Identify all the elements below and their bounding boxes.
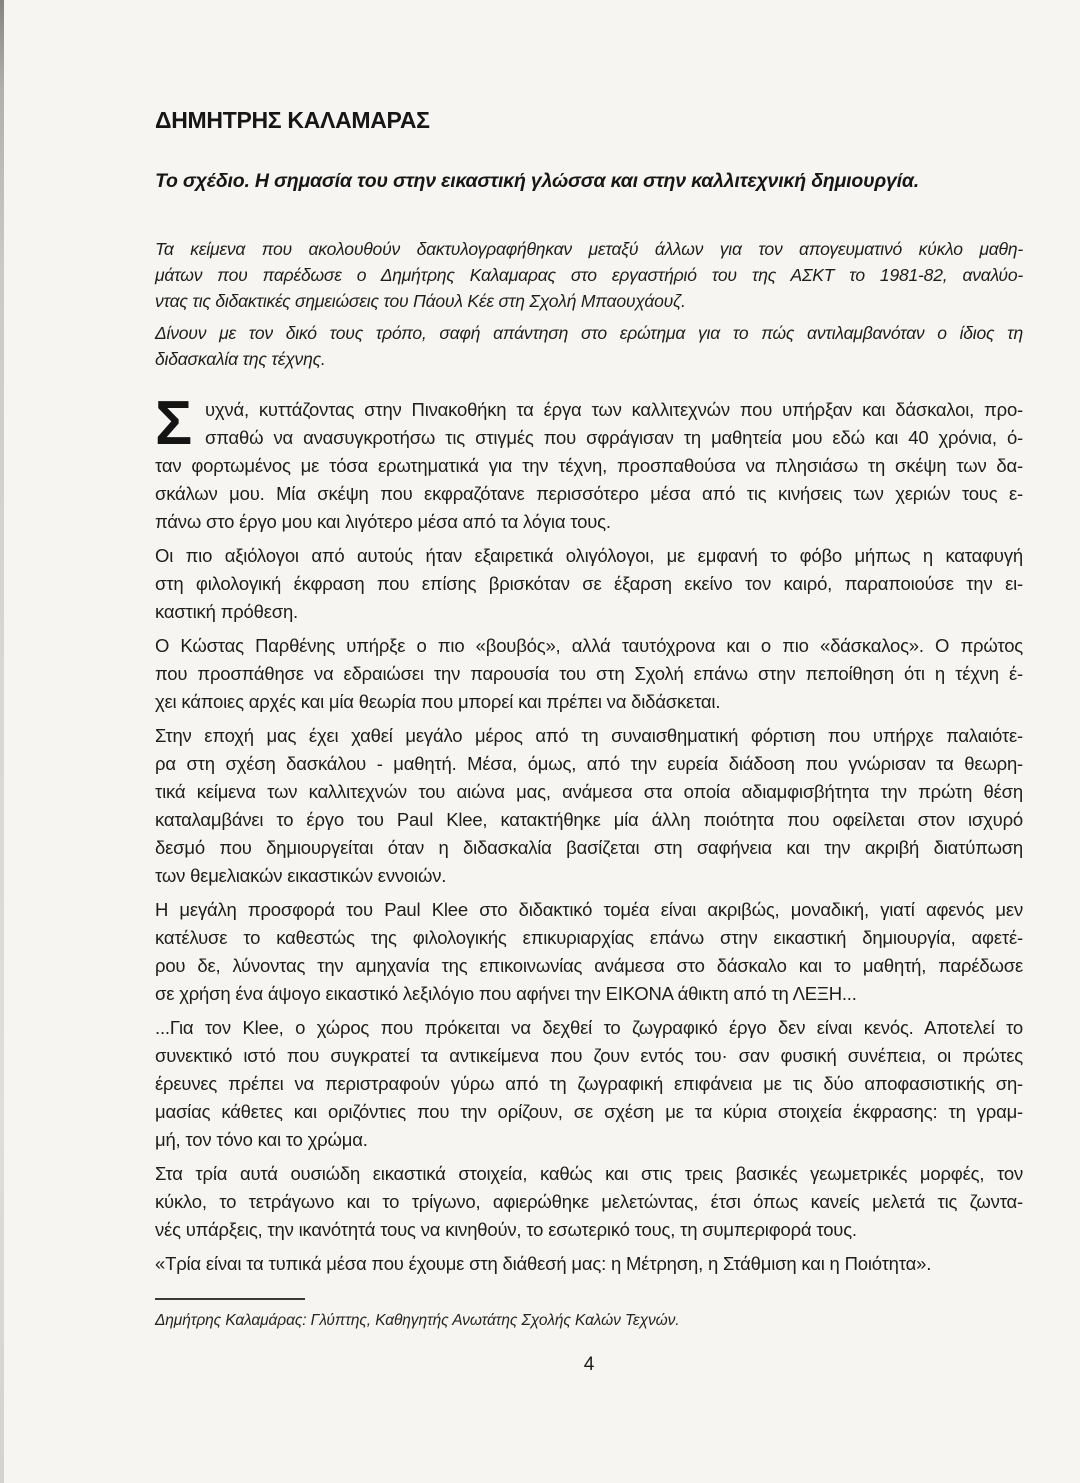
paragraph <box>155 1250 1023 1278</box>
paragraph <box>155 1160 1023 1244</box>
text-line: Οι πιο αξιόλογοι από αυτούς ήταν εξαιρετικά ολιγόλογοι, με εμφανή το φόβο μήπως η καταφυγή <box>155 545 1023 566</box>
intro-note <box>155 236 1023 372</box>
paragraph <box>155 542 1023 626</box>
text-line: κύκλο, το τετράγωνο και το τρίγωνο, αφιερώθηκε μελετώντας, έτσι όπως κανείς μελετά τις ζωντα- <box>155 1191 1023 1212</box>
text-line: Η μεγάλη προσφορά του Paul Klee στο διδακτικό τομέα είναι ακριβώς, μοναδική, γιατί αφενός μεν <box>155 899 1023 920</box>
paragraph <box>155 632 1023 716</box>
text-line: «Τρία είναι τα τυπικά μέσα που έχουμε στη διάθεσή μας: η Μέτρηση, η Στάθμιση και η Ποιότητα». <box>155 1253 932 1274</box>
text-line: μασίας κάθετες και οριζόντιες που την ορίζουν, σε σχέση με τα κύρια στοιχεία έκφρασης: τη γραμ- <box>155 1101 1023 1122</box>
text-line: Δίνουν με τον δικό τους τρόπο, σαφή απάντηση στο ερώτημα για το πώς αντιλαμβανόταν ο ίδιος τη <box>155 323 1023 343</box>
page-content <box>155 106 1023 1376</box>
paragraph <box>155 1014 1023 1154</box>
text-line: στη φιλολογική έκφραση που επίσης βρισκόταν σε έξαρση εκείνο τον καιρό, παραποιούσε την ει- <box>155 573 1023 594</box>
text-line: σε χρήση ένα άψογο εικαστικό λεξιλόγιο που αφήνει την ΕΙΚΟΝΑ άθικτη από τη ΛΕΞΗ... <box>155 983 857 1004</box>
text-line: μάτων που παρέδωσε ο Δημήτρης Καλαμαρας στο εργαστήριό του της ΑΣΚΤ το 1981-82, αναλύο- <box>155 265 1023 285</box>
text-line: ντας τις διδακτικές σημειώσεις του Πάουλ Κέε στη Σχολή Μπαουχάουζ. <box>155 291 686 311</box>
text-line: συνεκτικό ιστό που συγκρατεί τα αντικείμενα που ζουν εντός του· σαν φυσική συνέπεια, οι πρώτες <box>155 1045 1023 1066</box>
text-line: δεσμό που δημιουργείται όταν η διδασκαλία βασίζεται στη σαφήνεια και την ακριβή διατύπωση <box>155 837 1023 858</box>
document-title: Το σχέδιο. Η σημασία του στην εικαστική γλώσσα και στην καλλιτεχνική δημιουργία. <box>155 170 920 192</box>
text-line: που προσπάθησε να εδραιώσει την παρουσία του στη Σχολή επάνω στην πεποίθηση ότι η τέχνη έ- <box>155 663 1023 684</box>
text-line: Στα τρία αυτά ουσιώδη εικαστικά στοιχεία, καθώς και στις τρεις βασικές γεωμετρικές μορφές, τον <box>155 1163 1023 1184</box>
text-line: ρα στη σχέση δασκάλου - μαθητή. Μέσα, όμως, από την ευρεία διάδοση που γνώρισαν τα θεωρη- <box>155 753 1023 774</box>
text-line: Στην εποχή μας έχει χαθεί μεγάλο μέρος από τη συναισθηματική φόρτιση που υπήρχε παλαιότε- <box>155 725 1023 746</box>
text-line: υχνά, κυττάζοντας στην Πινακοθήκη τα έργα των καλλιτεχνών που υπήρξαν και δάσκαλοι, προ- <box>205 399 1023 420</box>
text-line: πάνω στο έργο μου και λιγότερο μέσα από τα λόγια τους. <box>155 511 611 532</box>
author-heading: ΔΗΜΗΤΡΗΣ ΚΑΛΑΜΑΡΑΣ <box>155 107 430 133</box>
body-text <box>155 389 1023 1278</box>
text-line: κατέλυσε το καθεστώς της φιλολογικής επικυριαρχίας επάνω στην εικαστική δημιουργία, αφετέ- <box>155 927 1023 948</box>
text-line: έρευνες πρέπει να περιστραφούν γύρω από τη ζωγραφική επιφάνεια με τις δύο αποφασιστικής ση- <box>155 1073 1023 1094</box>
text-line: χει κάποιες αρχές και μία θεωρία που μπορεί και πρέπει να διδάσκεται. <box>155 691 721 712</box>
paragraph <box>155 722 1023 890</box>
text-line: σπαθώ να ανασυγκροτήσω τις στιγμές που σφράγισαν τη μαθητεία μου εδώ και 40 χρόνια, ό- <box>205 427 1023 448</box>
page-number: 4 <box>583 1354 595 1375</box>
text-line: Τα κείμενα που ακολουθούν δακτυλογραφήθηκαν μεταξύ άλλων για τον απογευματινό κύκλο μαθη- <box>155 239 1023 259</box>
footnote-text: Δημήτρης Καλαμάρας: Γλύπτης, Καθηγητής Ανωτάτης Σχολής Καλών Τεχνών. <box>155 1312 680 1329</box>
footnote-block <box>155 1298 1023 1332</box>
drop-cap: Σ <box>155 389 193 458</box>
text-line: νές υπάρξεις, την ικανότητά τους να κινηθούν, το εσωτερικό τους, τη συμπεριφορά τους. <box>155 1219 857 1240</box>
text-line: διδασκαλία της τέχνης. <box>155 349 326 369</box>
text-line: ...Για τον Klee, ο χώρος που πρόκειται να δεχθεί το ζωγραφικό έργο δεν είναι κενός. Αποτελεί το <box>155 1017 1023 1038</box>
text-line: ταν φορτωμένος με τόσα ερωτηματικά για την τέχνη, προσπαθούσα να πλησιάσω τη σκέψη των δα- <box>155 455 1023 476</box>
paragraph <box>155 320 1023 372</box>
text-line: Ο Κώστας Παρθένης υπήρξε ο πιο «βουβός», αλλά ταυτόχρονα και ο πιο «δάσκαλος». Ο πρώτος <box>155 635 1023 656</box>
paragraph <box>155 389 1023 536</box>
paragraph <box>155 236 1023 314</box>
text-line: σκάλων μου. Μία σκέψη που εκφραζότανε περισσότερο μέσα από τις κινήσεις των χεριών τους ε- <box>155 483 1023 504</box>
text-line: τικά κείμενα των καλλιτεχνών του αιώνα μας, ανάμεσα στα οποία αδιαμφισβήτητα την πρώτη θέση <box>155 781 1023 802</box>
text-line: των θεμελιακών εικαστικών εννοιών. <box>155 865 447 886</box>
footnote-rule <box>155 1298 305 1300</box>
text-line: καστική πρόθεση. <box>155 601 298 622</box>
scan-edge-artifact <box>0 0 4 1483</box>
text-line: ρου δε, λύνοντας την αμηχανία της επικοινωνίας ανάμεσα στο δάσκαλο και το μαθητή, παρέδωσε <box>155 955 1023 976</box>
text-line: καταλαμβάνει το έργο του Paul Klee, κατακτήθηκε μία άλλη ποιότητα που οφείλεται στον ισχυρό <box>155 809 1023 830</box>
paragraph <box>155 896 1023 1008</box>
text-line: μή, τον τόνο και το χρώμα. <box>155 1129 368 1150</box>
